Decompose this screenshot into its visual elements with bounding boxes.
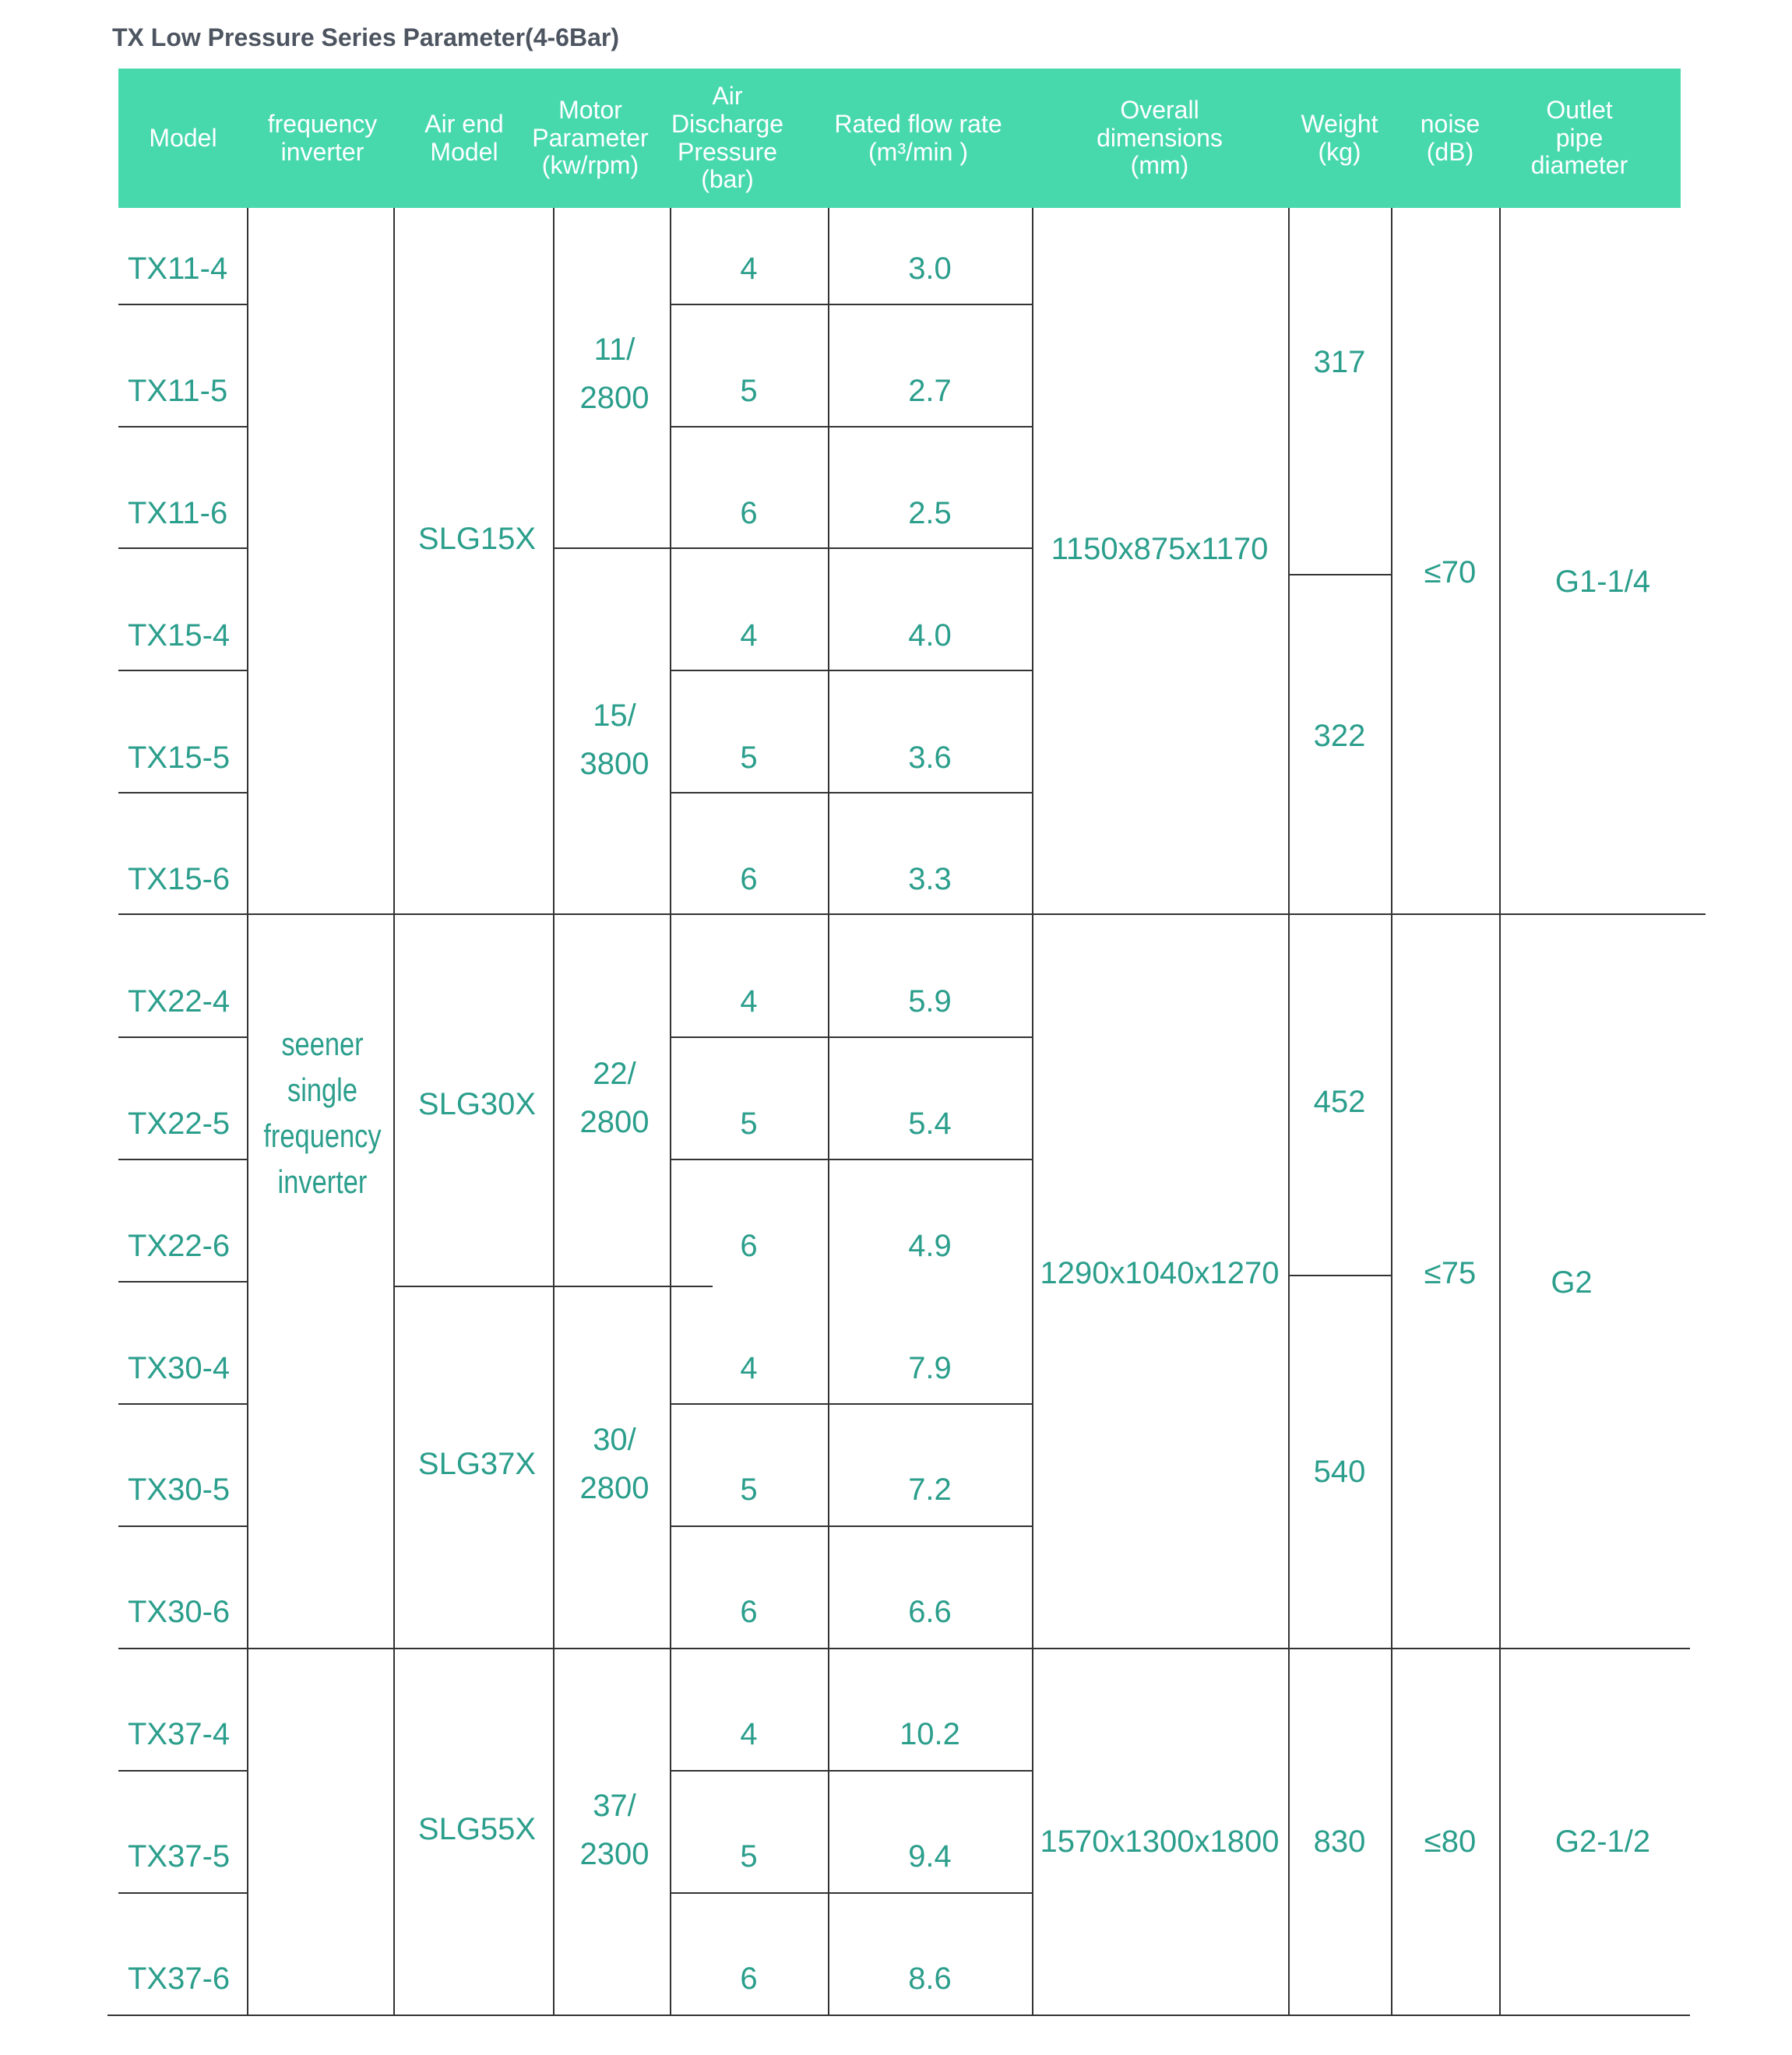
- weight-cell: 317: [1313, 345, 1366, 379]
- model-cell: TX30-5: [128, 1473, 231, 1508]
- model-cell: TX22-6: [128, 1228, 231, 1263]
- pressure-cell: 5: [740, 374, 758, 409]
- airend-cell: SLG37X: [417, 1447, 537, 1481]
- column-divider: [828, 208, 829, 2015]
- weight-cell: 452: [1313, 1085, 1366, 1119]
- noise-cell: ≤80: [1424, 1825, 1477, 1859]
- pressure-cell: 5: [740, 1839, 758, 1874]
- flow-rate-cell: 10.2: [900, 1716, 960, 1751]
- model-cell: TX11-6: [128, 495, 228, 530]
- pressure-cell: 5: [740, 1106, 758, 1141]
- model-cell: TX37-6: [128, 1961, 231, 1996]
- column-divider: [670, 208, 671, 2015]
- header-overall-dimensions: Overall dimensions (mm): [1097, 95, 1223, 180]
- flow-rate-cell: 6.6: [908, 1595, 952, 1630]
- weight-cell: 322: [1313, 719, 1366, 753]
- row-divider: [118, 304, 247, 305]
- table-bottom-rule: [107, 2015, 1690, 2016]
- flow-rate-cell: 5.4: [908, 1106, 952, 1141]
- flow-rate-cell: 7.9: [908, 1350, 952, 1385]
- column-divider: [393, 208, 395, 2015]
- flow-rate-cell: 4.0: [908, 618, 952, 653]
- motor-cell: 30/ 2800: [579, 1423, 650, 1505]
- flow-rate-cell: 9.4: [908, 1839, 952, 1874]
- row-divider: [670, 670, 1032, 671]
- pressure-cell: 4: [740, 618, 758, 653]
- row-divider: [670, 792, 1032, 793]
- column-divider: [247, 208, 248, 2015]
- row-divider: [670, 1159, 1032, 1160]
- flow-rate-cell: 3.0: [908, 252, 952, 287]
- airend-cell: SLG30X: [417, 1087, 537, 1121]
- pressure-cell: 6: [740, 1595, 758, 1630]
- model-cell: TX11-4: [128, 252, 228, 287]
- row-divider: [670, 1770, 1032, 1772]
- model-cell: TX15-6: [128, 862, 231, 897]
- pressure-cell: 6: [740, 1228, 758, 1263]
- header-frequency-inverter: frequency inverter: [267, 109, 378, 166]
- outlet-cell: G2: [1551, 1265, 1593, 1300]
- outlet-cell: G2-1/2: [1554, 1825, 1651, 1859]
- motor-cell: 15/ 3800: [579, 698, 650, 781]
- page-title: TX Low Pressure Series Parameter(4-6Bar): [112, 23, 619, 51]
- header-rated-flow-rate: Rated flow rate (m³/min ): [834, 109, 1002, 166]
- row-divider: [670, 1403, 1032, 1405]
- row-divider: [670, 426, 1032, 428]
- model-cell: TX15-5: [128, 740, 231, 775]
- airend-cell: SLG55X: [417, 1812, 537, 1846]
- row-divider: [670, 304, 1032, 305]
- flow-rate-cell: 4.9: [908, 1228, 952, 1263]
- row-divider: [118, 426, 247, 428]
- column-divider: [1499, 208, 1501, 2015]
- column-divider: [1288, 208, 1290, 2015]
- row-divider: [118, 1770, 247, 1772]
- flow-rate-cell: 8.6: [908, 1961, 952, 1996]
- header-air-end-model: Air end Model: [424, 109, 504, 166]
- section-divider: [118, 1648, 1690, 1649]
- flow-rate-cell: 2.5: [908, 495, 952, 530]
- row-divider: [118, 670, 247, 671]
- pressure-cell: 6: [740, 1961, 758, 1996]
- model-cell: TX30-6: [128, 1595, 231, 1630]
- noise-cell: ≤70: [1424, 555, 1477, 589]
- row-divider: [118, 1403, 247, 1405]
- row-divider: [670, 1892, 1032, 1894]
- row-divider: [118, 1892, 247, 1894]
- section-divider: [118, 913, 1706, 915]
- weight-divider: [1288, 1275, 1391, 1276]
- outlet-cell: G1-1/4: [1554, 565, 1651, 599]
- column-divider: [1032, 208, 1033, 2015]
- row-divider: [118, 1281, 247, 1283]
- model-cell: TX37-5: [128, 1839, 231, 1874]
- dimensions-cell: 1150x875x1170: [1051, 532, 1269, 566]
- header-discharge-pressure: Air Discharge Pressure (bar): [671, 81, 784, 194]
- row-divider: [118, 1525, 247, 1527]
- column-divider: [1391, 208, 1392, 2015]
- header-model: Model: [149, 123, 217, 152]
- flow-rate-cell: 3.6: [908, 740, 952, 775]
- pressure-cell: 5: [740, 1473, 758, 1508]
- column-divider: [553, 208, 554, 2015]
- pressure-cell: 4: [740, 1350, 758, 1385]
- weight-cell: 540: [1313, 1455, 1366, 1489]
- pressure-cell: 5: [740, 740, 758, 775]
- pressure-cell: 4: [740, 1716, 758, 1751]
- pressure-cell: 6: [740, 495, 758, 530]
- flow-rate-cell: 2.7: [908, 374, 952, 409]
- header-weight: Weight (kg): [1301, 109, 1378, 166]
- weight-cell: 830: [1313, 1825, 1366, 1859]
- model-cell: TX11-5: [128, 374, 228, 409]
- pressure-cell: 4: [740, 984, 758, 1019]
- model-cell: TX22-5: [128, 1106, 231, 1141]
- airend-cell: SLG15X: [417, 522, 537, 556]
- motor-cell: 22/ 2800: [579, 1057, 650, 1139]
- dimensions-cell: 1290x1040x1270: [1040, 1256, 1280, 1290]
- motor-cell: 11/ 2800: [579, 333, 650, 415]
- flow-rate-cell: 3.3: [908, 862, 952, 897]
- row-divider: [118, 547, 247, 549]
- noise-cell: ≤75: [1424, 1256, 1477, 1290]
- flow-rate-cell: 5.9: [908, 984, 952, 1019]
- header-noise: noise (dB): [1420, 109, 1480, 166]
- flow-rate-cell: 7.2: [908, 1473, 952, 1508]
- row-divider: [670, 1525, 1032, 1527]
- header-motor-parameter: Motor Parameter (kw/rpm): [532, 95, 649, 180]
- row-divider: [118, 1159, 247, 1160]
- row-divider: [118, 792, 247, 793]
- dimensions-cell: 1570x1300x1800: [1040, 1825, 1280, 1859]
- pressure-cell: 4: [740, 252, 758, 287]
- model-cell: TX22-4: [128, 984, 231, 1019]
- model-cell: TX37-4: [128, 1716, 231, 1751]
- inverter-cell: seener single frequency inverter: [263, 1026, 382, 1200]
- motor-cell: 37/ 2300: [579, 1789, 650, 1871]
- row-divider: [670, 1036, 1032, 1038]
- row-divider: [118, 1036, 247, 1038]
- model-cell: TX30-4: [128, 1350, 231, 1385]
- pressure-cell: 6: [740, 862, 758, 897]
- group-divider: [553, 547, 1032, 549]
- weight-divider: [1288, 574, 1391, 575]
- model-cell: TX15-4: [128, 618, 231, 653]
- header-outlet-pipe-diameter: Outlet pipe diameter: [1530, 95, 1628, 180]
